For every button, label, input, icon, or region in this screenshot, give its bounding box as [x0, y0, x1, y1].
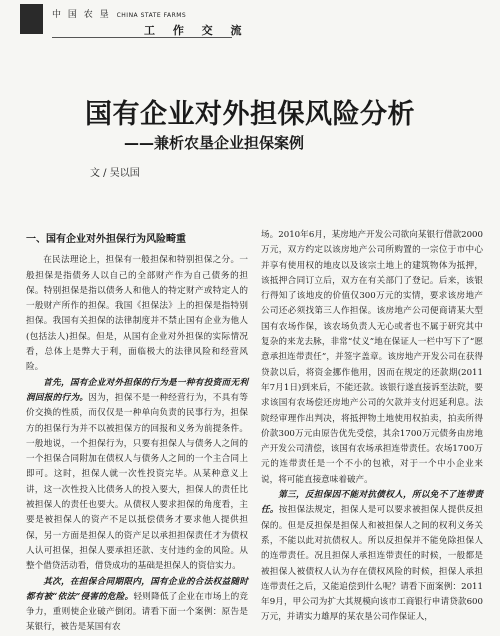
article-title: 国有企业对外担保风险分析 — [85, 99, 415, 130]
article-subtitle: ——兼析农垦企业担保案例 — [124, 134, 305, 152]
paragraph-lead: 首先，国有企业对外担保的行为是一种有投资而无利润回报的行为。 — [26, 377, 248, 403]
article-author: 文 / 吴以国 — [90, 168, 140, 179]
journal-header — [0, 0, 500, 36]
journal-name-cn: 中 国 农 垦 — [52, 10, 111, 20]
left-column — [26, 228, 248, 636]
paragraph-body: 按担保法规定，担保人是可以要求被担保人提供反担保的。但是反担保是担保人和被担保人之间的权利义务关系，不能以此对抗债权人。所以反担保并不能免除担保人的连带责任。况且担保人承担连带责任的时候，一般都是被担保人被债权人认为存在债权风险的时候，担保人承担连带责任之后，又能追偿到什么呢？请看下面案例：2011年9月，甲公司为扩大其规模向该市工商银行申请贷款600万元，并请实力雄厚的某农垦公司作保证人， — [261, 505, 483, 623]
paragraph — [26, 575, 248, 636]
paragraph: 在民法理论上，担保有一般担保和特别担保之分。一般担保是指债务人以自己的全部财产作为自己债务的担保。特别担保是指以债务人和他人的特定财产或特定人的一般财产所作的担保。我国《担保法》上的担保是指特别担保。我国有关担保的法律制度并不禁止国有企业为他人(包括法人)担保。但是，从国有企业对外担保的实际情况看，总体上是弊大于利，面临极大的法律风险和经营风险。 — [26, 255, 248, 373]
paragraph: 场。2010年6月，某房地产开发公司欲向某银行借款2000万元，双方约定以该房地产公司所购置的一宗位于市中心并享有使用权的地皮以及该宗土地上的建筑物体为抵押，该抵押合同订立后，双方在有关部门了登记。后来，该银行得知了该地皮的价值仅300万元的实情，要求该房地产公司还必须找第三人作担保。该房地产公司便商请某大型国有农场作保，该农场负责人无心或者也不属于研究其中复杂的来龙去脉，非常“仗义”地在保证人一栏中写下了“愿意承担连带责任”，并签字盖章。该房地产开发公司在获得贷款以后，将资金挪作他用，因而在规定的还款期(2011年7月1日)到来后，不能还款。该银行遂直接诉至法院，要求该国有农场偿还房地产公司的欠款并支付迟延利息。法院经审理作出判决，将抵押物土地使用权拍卖，拍卖所得价款300万元由原告优先受偿，其余1700万元债务由房地产开发公司清偿，该国有农场承担连带责任。农场1700万元的连带责任是一个不小的包袱，对于一个中小企业来说，将可能直接意味着破产。 — [261, 230, 483, 485]
section-heading: 一、国有企业对外担保行为风险畸重 — [26, 234, 186, 245]
paragraph — [26, 376, 248, 575]
paragraph-lead: 其次，在担保合同期限内，国有企业的合法权益随时都有被“依法”侵害的危险。 — [26, 576, 248, 602]
section-name: 工 作 交 流 — [144, 24, 249, 37]
paragraph-body: 因为，担保不是一种经营行为，不具有等价交换的性质，而仅仅是一种单向负责的民事行为，担保方的担保行为并不以被担保方的回报和义务为前提条件。一般地说，一个担保行为，只要有担保人与债务人之间的一个担保合同附加在债权人与债务人之间的一个主合同上即可。这时，担保人就一次性投资完毕。从某种意义上讲，这一次性投入比债务人的投入要大，担保人的责任比被担保人的责任也要大。从债权人要求担保的角度看，主要是被担保人的资产不足以抵偿债务才要求他人提供担保，另一方面是担保人的资产足以承担担保责任才为债权人认可担保，担保人要承担还款、支付违约金的风险。从整个借贷活动看，借贷成功的基础是担保人的资信实力。 — [26, 392, 248, 572]
journal-name — [52, 7, 186, 20]
paragraph-body: 轻则降低了企业在市场上的竞争力，重则使企业破产倒闭。请看下面一个案例：原告是某银行，被告是某国有农 — [26, 591, 248, 633]
header-color-bar — [20, 4, 43, 34]
header-rule — [52, 37, 232, 38]
paragraph — [261, 488, 483, 626]
right-column — [261, 228, 483, 626]
paragraph-lead: 第三，反担保因不能对抗债权人，所以免不了连带责任。 — [261, 490, 483, 516]
journal-name-en: CHINA STATE FARMS — [116, 12, 187, 19]
